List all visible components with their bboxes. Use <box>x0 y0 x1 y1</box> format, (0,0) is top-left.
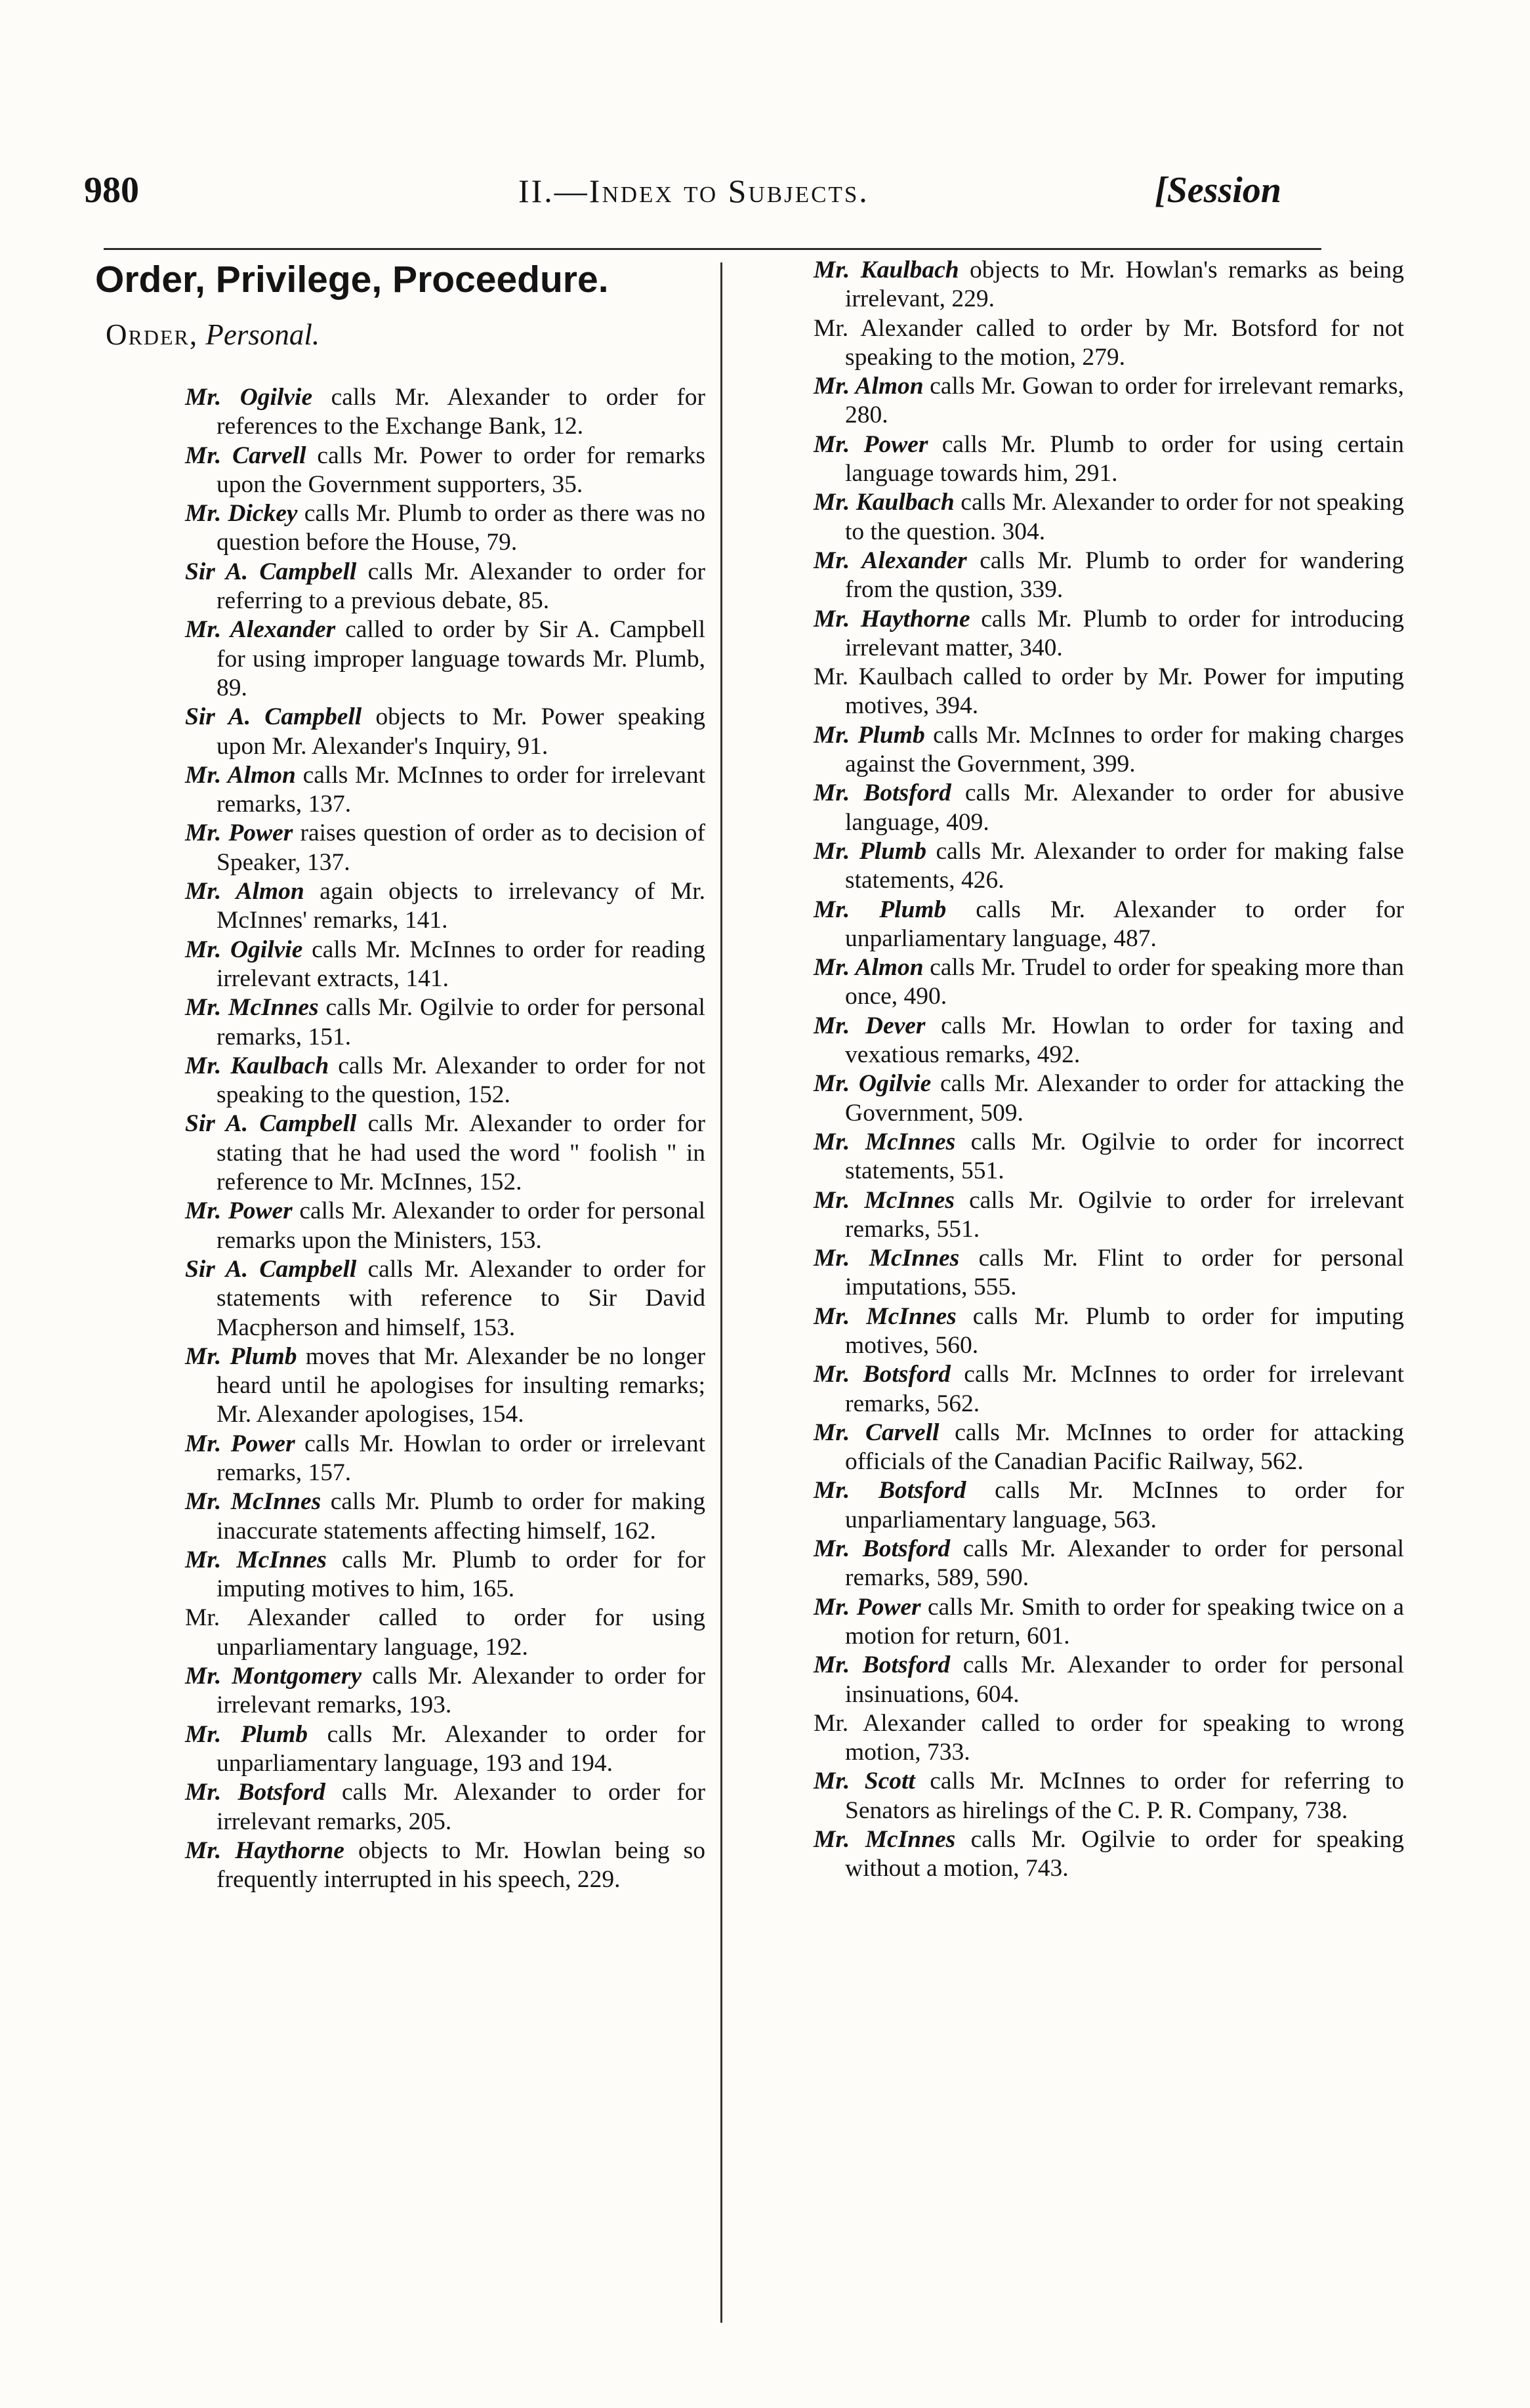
subheading-main: Order, <box>106 318 199 351</box>
member-name: Mr. Ogilvie <box>185 384 313 411</box>
index-entry-text <box>814 547 1404 605</box>
index-entry-text <box>185 1546 705 1604</box>
index-entry-text <box>814 663 1404 721</box>
member-name: Mr. Botsford <box>814 1477 966 1505</box>
index-entry-text <box>185 1255 705 1342</box>
member-name: Sir A. Campbell <box>185 1255 357 1283</box>
index-entry <box>814 1825 1404 1884</box>
index-entry <box>185 1487 705 1546</box>
member-name: Mr. Plumb <box>185 1720 308 1748</box>
member-name: Mr. McInnes <box>814 1826 956 1854</box>
entry-description: calls Mr. Alexander to order for personal remarks upon the Ministers, 153. <box>217 1197 706 1254</box>
member-name: Mr. Carvell <box>814 1419 940 1446</box>
index-entry <box>814 837 1404 896</box>
subheading <box>106 315 705 354</box>
entry-description: calls Mr. Howlan to order for taxing and vexatious remarks, 492. <box>845 1012 1404 1069</box>
member-name: Sir A. Campbell <box>185 703 362 731</box>
index-entry-text <box>185 499 705 558</box>
entry-description: calls Mr. Plumb to order for imputing motives, 560. <box>845 1302 1404 1359</box>
member-name: Mr. Botsford <box>814 779 951 807</box>
index-entry-text <box>814 837 1404 896</box>
page-number: 980 <box>84 170 139 211</box>
index-entry-text <box>185 558 705 616</box>
index-entry-text <box>185 877 705 936</box>
entry-description: calls Mr. McInnes to order for making charges against the Government, 399. <box>845 721 1405 778</box>
member-name: Sir A. Campbell <box>185 1110 357 1138</box>
member-name: Mr. Almon <box>814 954 924 982</box>
entry-description: Mr. Kaulbach called to order by Mr. Power for imputing motives, 394. <box>814 663 1404 720</box>
entry-description: Mr. Alexander called to order for speaking to wrong motion, 733. <box>814 1709 1404 1766</box>
member-name: Mr. Montgomery <box>185 1663 362 1690</box>
index-entry <box>185 993 705 1052</box>
index-entry <box>814 1419 1404 1477</box>
index-entry-text <box>814 372 1404 430</box>
index-entry <box>185 383 705 442</box>
index-entry-text <box>814 256 1404 314</box>
entry-description: calls Mr. Alexander to order for not speaking to the question. 304. <box>845 489 1405 545</box>
index-entry-text <box>185 1837 705 1895</box>
member-name: Mr. Botsford <box>814 1535 951 1563</box>
entry-description: calls Mr. Alexander to order for attacking the Government, 509. <box>845 1070 1404 1127</box>
member-name: Mr. Dickey <box>185 500 298 528</box>
member-name: Mr. Botsford <box>814 1651 951 1679</box>
entry-description: calls Mr. Howlan to order or irrelevant remarks, 157. <box>217 1430 705 1486</box>
index-entry-text <box>185 1430 705 1488</box>
entry-description: called to order by Sir A. Campbell for using improper language towards Mr. Plumb, 89. <box>217 616 705 701</box>
entry-description: calls Mr. Plumb to order for using certain language towards him, 291. <box>845 430 1404 488</box>
member-name: Mr. McInnes <box>185 994 319 1022</box>
index-entry <box>814 547 1404 605</box>
member-name: Mr. Kaulbach <box>185 1052 329 1079</box>
index-entry-text <box>185 819 705 877</box>
entry-description: calls Mr. Alexander to order for unparliamentary language, 193 and 194. <box>217 1720 705 1777</box>
entry-description: objects to Mr. Power speaking upon Mr. Alexander's Inquiry, 91. <box>217 703 705 760</box>
entry-description: calls Mr. Alexander to order for irrelevant remarks, 193. <box>217 1663 705 1719</box>
index-entry-text <box>814 488 1404 547</box>
member-name: Mr. Ogilvie <box>185 936 303 963</box>
index-entry <box>814 1012 1404 1070</box>
index-entry <box>185 877 705 936</box>
entry-description: calls Mr. Alexander to order for personal insinuations, 604. <box>845 1651 1404 1708</box>
entry-description: calls Mr. Alexander to order for statements with reference to Sir David Macpherson and himself, 153. <box>217 1255 705 1341</box>
index-entry-text <box>814 314 1404 373</box>
index-entry <box>185 499 705 558</box>
entry-description: calls Mr. Plumb to order for making inaccurate statements affecting himself, 162. <box>217 1488 705 1545</box>
index-entry <box>185 761 705 820</box>
entry-description: calls Mr. McInnes to order for referring to Senators as hirelings of the C. P. R. Company, 738. <box>845 1768 1404 1824</box>
index-entry-text <box>185 761 705 820</box>
index-entry-text <box>814 1302 1404 1361</box>
index-entry-text <box>814 896 1404 954</box>
index-entry-text <box>185 1778 705 1837</box>
entry-description: calls Mr. Ogilvie to order for speaking without a motion, 743. <box>845 1826 1404 1882</box>
right-column <box>814 256 1404 1884</box>
member-name: Mr. Power <box>185 820 293 847</box>
member-name: Mr. Power <box>814 1593 921 1621</box>
index-entry <box>814 663 1404 721</box>
column-divider <box>720 262 722 2323</box>
index-entry <box>814 1593 1404 1651</box>
index-entry-text <box>185 1487 705 1546</box>
index-entry <box>185 1662 705 1720</box>
index-entry <box>814 896 1404 954</box>
index-entry-text <box>185 615 705 703</box>
index-entry-text <box>814 1767 1404 1825</box>
index-entry-text <box>814 721 1404 779</box>
index-entry <box>814 779 1404 837</box>
index-entry <box>185 1430 705 1488</box>
member-name: Mr. Botsford <box>814 1361 951 1388</box>
subheading-sub: Personal. <box>205 318 320 351</box>
session-label: [Session <box>1155 170 1281 211</box>
index-entry-text <box>814 1593 1404 1651</box>
index-entry <box>185 1837 705 1895</box>
member-name: Mr. McInnes <box>185 1488 321 1516</box>
member-name: Mr. Plumb <box>814 896 947 923</box>
member-name: Mr. Plumb <box>185 1342 297 1370</box>
member-name: Mr. Haythorne <box>814 605 970 633</box>
index-entry <box>814 1709 1404 1768</box>
index-entry-text <box>814 1128 1404 1186</box>
index-entry <box>814 430 1404 489</box>
entry-description: calls Mr. Alexander to order for not speaking to the question, 152. <box>217 1052 705 1109</box>
index-entry <box>185 936 705 994</box>
member-name: Mr. Ogilvie <box>814 1070 932 1098</box>
index-entry-text <box>814 1012 1404 1070</box>
index-entry-text <box>185 1342 705 1430</box>
index-entry-text <box>814 1069 1404 1128</box>
index-entry-text <box>814 1360 1404 1419</box>
index-entry-text <box>185 1110 705 1197</box>
entry-description: calls Mr. Flint to order for personal imputations, 555. <box>845 1245 1404 1301</box>
member-name: Mr. Power <box>185 1197 293 1225</box>
member-name: Mr. Power <box>814 430 928 458</box>
entry-description: calls Mr. Plumb to order for introducing irrelevant matter, 340. <box>845 605 1404 661</box>
index-entry-text <box>814 779 1404 837</box>
entry-description: calls Mr. Power to order for remarks upon the Government supporters, 35. <box>217 442 705 498</box>
index-entry <box>814 1244 1404 1302</box>
index-entry <box>185 703 705 761</box>
entry-description: calls Mr. Alexander to order for references to the Exchange Bank, 12. <box>217 384 705 440</box>
member-name: Mr. Plumb <box>814 721 925 749</box>
index-entry-text <box>185 1604 705 1662</box>
index-entry-text <box>814 1244 1404 1302</box>
index-entry <box>814 1069 1404 1128</box>
member-name: Mr. Alexander <box>185 616 336 644</box>
member-name: Mr. Almon <box>185 761 296 789</box>
index-entry-text <box>185 703 705 761</box>
index-entry <box>814 314 1404 373</box>
entry-description: objects to Mr. Howlan's remarks as being irrelevant, 229. <box>845 257 1405 313</box>
index-entry-text <box>185 936 705 994</box>
entry-description: calls Mr. Plumb to order for wandering from the qustion, 339. <box>845 547 1404 604</box>
entry-description: moves that Mr. Alexander be no longer heard until he apologises for insulting remarks; Mr. Alexander apologises, 154. <box>217 1342 705 1428</box>
entry-description: calls Mr. Ogilvie to order for irrelevant remarks, 551. <box>845 1186 1404 1243</box>
entry-description: calls Mr. McInnes to order for irrelevant remarks, 137. <box>217 761 706 818</box>
member-name: Mr. McInnes <box>814 1128 956 1155</box>
index-entry <box>185 558 705 616</box>
entry-description: calls Mr. Alexander to order for unparliamentary language, 487. <box>845 896 1404 952</box>
index-entry-text <box>814 1825 1404 1884</box>
index-entry <box>185 1197 705 1255</box>
index-entry <box>185 1110 705 1197</box>
member-name: Mr. Plumb <box>814 837 926 865</box>
index-entry <box>185 1342 705 1430</box>
member-name: Mr. Almon <box>814 373 924 400</box>
index-entry <box>185 1604 705 1662</box>
index-entry <box>814 1767 1404 1825</box>
index-entry-text <box>814 1651 1404 1709</box>
index-entry-text <box>814 1419 1404 1477</box>
member-name: Mr. Scott <box>814 1768 915 1795</box>
member-name: Sir A. Campbell <box>185 558 357 585</box>
index-entry-text <box>185 1720 705 1779</box>
entry-description: raises question of order as to decision of Speaker, 137. <box>217 820 705 876</box>
member-name: Mr. Botsford <box>185 1779 325 1806</box>
index-entry-text <box>814 605 1404 663</box>
entry-description: calls Mr. Trudel to order for speaking more than once, 490. <box>845 954 1404 1010</box>
running-title: II.—Index to Subjects. <box>518 173 869 209</box>
member-name: Mr. Haythorne <box>185 1837 344 1864</box>
entry-description: objects to Mr. Howlan being so frequently interrupted in his speech, 229. <box>217 1837 705 1894</box>
member-name: Mr. Almon <box>185 878 304 905</box>
index-entry <box>814 605 1404 663</box>
index-entry <box>185 1052 705 1110</box>
entry-description: calls Mr. Alexander to order for referring to a previous debate, 85. <box>217 558 705 615</box>
header-rule <box>104 248 1321 250</box>
entry-description: calls Mr. McInnes to order for reading irrelevant extracts, 141. <box>217 936 706 992</box>
entry-description: calls Mr. Alexander to order for making false statements, 426. <box>845 837 1405 894</box>
index-entry <box>814 953 1404 1012</box>
index-entry <box>185 1720 705 1779</box>
index-entry <box>185 442 705 500</box>
member-name: Mr. Kaulbach <box>814 489 955 516</box>
index-entry-text <box>814 953 1404 1012</box>
entry-description: calls Mr. McInnes to order for irrelevant remarks, 562. <box>845 1361 1404 1417</box>
entry-description: Mr. Alexander called to order for using unparliamentary language, 192. <box>185 1604 705 1661</box>
index-entry-text <box>814 1709 1404 1768</box>
member-name: Mr. Power <box>185 1430 295 1457</box>
entry-description: calls Mr. Gowan to order for irrelevant remarks, 280. <box>845 373 1404 429</box>
member-name: Mr. Dever <box>814 1012 926 1039</box>
entry-description: calls Mr. Alexander to order for irrelevant remarks, 205. <box>217 1779 705 1835</box>
index-entry-text <box>185 1052 705 1110</box>
index-entry <box>814 1651 1404 1709</box>
entry-description: calls Mr. McInnes to order for attacking officials of the Canadian Pacific Railway, 562. <box>845 1419 1404 1476</box>
entry-description: calls Mr. Alexander to order for stating that he had used the word " foolish " in reference to Mr. McInnes, 152. <box>217 1110 705 1196</box>
index-entry <box>185 1546 705 1604</box>
index-entry-text <box>814 430 1404 489</box>
member-name: Mr. McInnes <box>814 1186 955 1214</box>
index-entry <box>185 1778 705 1837</box>
entry-description: calls Mr. Plumb to order for for imputing motives to him, 165. <box>217 1546 705 1603</box>
index-entry <box>814 1476 1404 1535</box>
member-name: Mr. McInnes <box>814 1302 957 1330</box>
index-entry <box>814 372 1404 430</box>
member-name: Mr. McInnes <box>814 1245 960 1272</box>
index-entry <box>185 1255 705 1342</box>
entry-description: again objects to irrelevancy of Mr. McInnes' remarks, 141. <box>217 878 705 934</box>
index-entry <box>814 1186 1404 1245</box>
member-name: Mr. Kaulbach <box>814 257 959 283</box>
index-entry <box>814 1360 1404 1419</box>
index-entry-text <box>185 383 705 442</box>
entry-description: calls Mr. Ogilvie to order for personal remarks, 151. <box>217 994 705 1050</box>
index-entry-text <box>185 1197 705 1255</box>
index-entry <box>185 819 705 877</box>
index-entry-text <box>814 1186 1404 1245</box>
right-entry-list <box>814 256 1404 1884</box>
member-name: Mr. Alexander <box>814 547 967 574</box>
entry-description: calls Mr. McInnes to order for unparliamentary language, 563. <box>845 1477 1404 1533</box>
index-entry <box>814 721 1404 779</box>
index-entry <box>185 615 705 703</box>
entry-description: calls Mr. Smith to order for speaking twice on a motion for return, 601. <box>845 1593 1404 1650</box>
entry-description: calls Mr. Alexander to order for abusive language, 409. <box>845 779 1404 836</box>
entry-description: calls Mr. Alexander to order for personal remarks, 589, 590. <box>845 1535 1404 1592</box>
index-entry <box>814 1535 1404 1593</box>
index-entry-text <box>185 442 705 500</box>
section-heading: Order, Privilege, Proceedure. <box>95 259 609 301</box>
index-entry-text <box>185 1662 705 1720</box>
left-entry-list <box>95 383 705 1894</box>
member-name: Mr. Carvell <box>185 442 306 469</box>
left-column <box>95 256 705 1894</box>
entry-description: calls Mr. Ogilvie to order for incorrect statements, 551. <box>845 1128 1404 1185</box>
index-entry <box>814 1302 1404 1361</box>
index-entry <box>814 256 1404 314</box>
index-entry-text <box>814 1535 1404 1593</box>
entry-description: calls Mr. Plumb to order as there was no question before the House, 79. <box>217 500 705 556</box>
entry-description: Mr. Alexander called to order by Mr. Botsford for not speaking to the motion, 279. <box>814 314 1404 371</box>
index-entry <box>814 488 1404 547</box>
index-entry-text <box>185 993 705 1052</box>
member-name: Mr. McInnes <box>185 1546 327 1573</box>
index-entry-text <box>814 1476 1404 1535</box>
index-entry <box>814 1128 1404 1186</box>
